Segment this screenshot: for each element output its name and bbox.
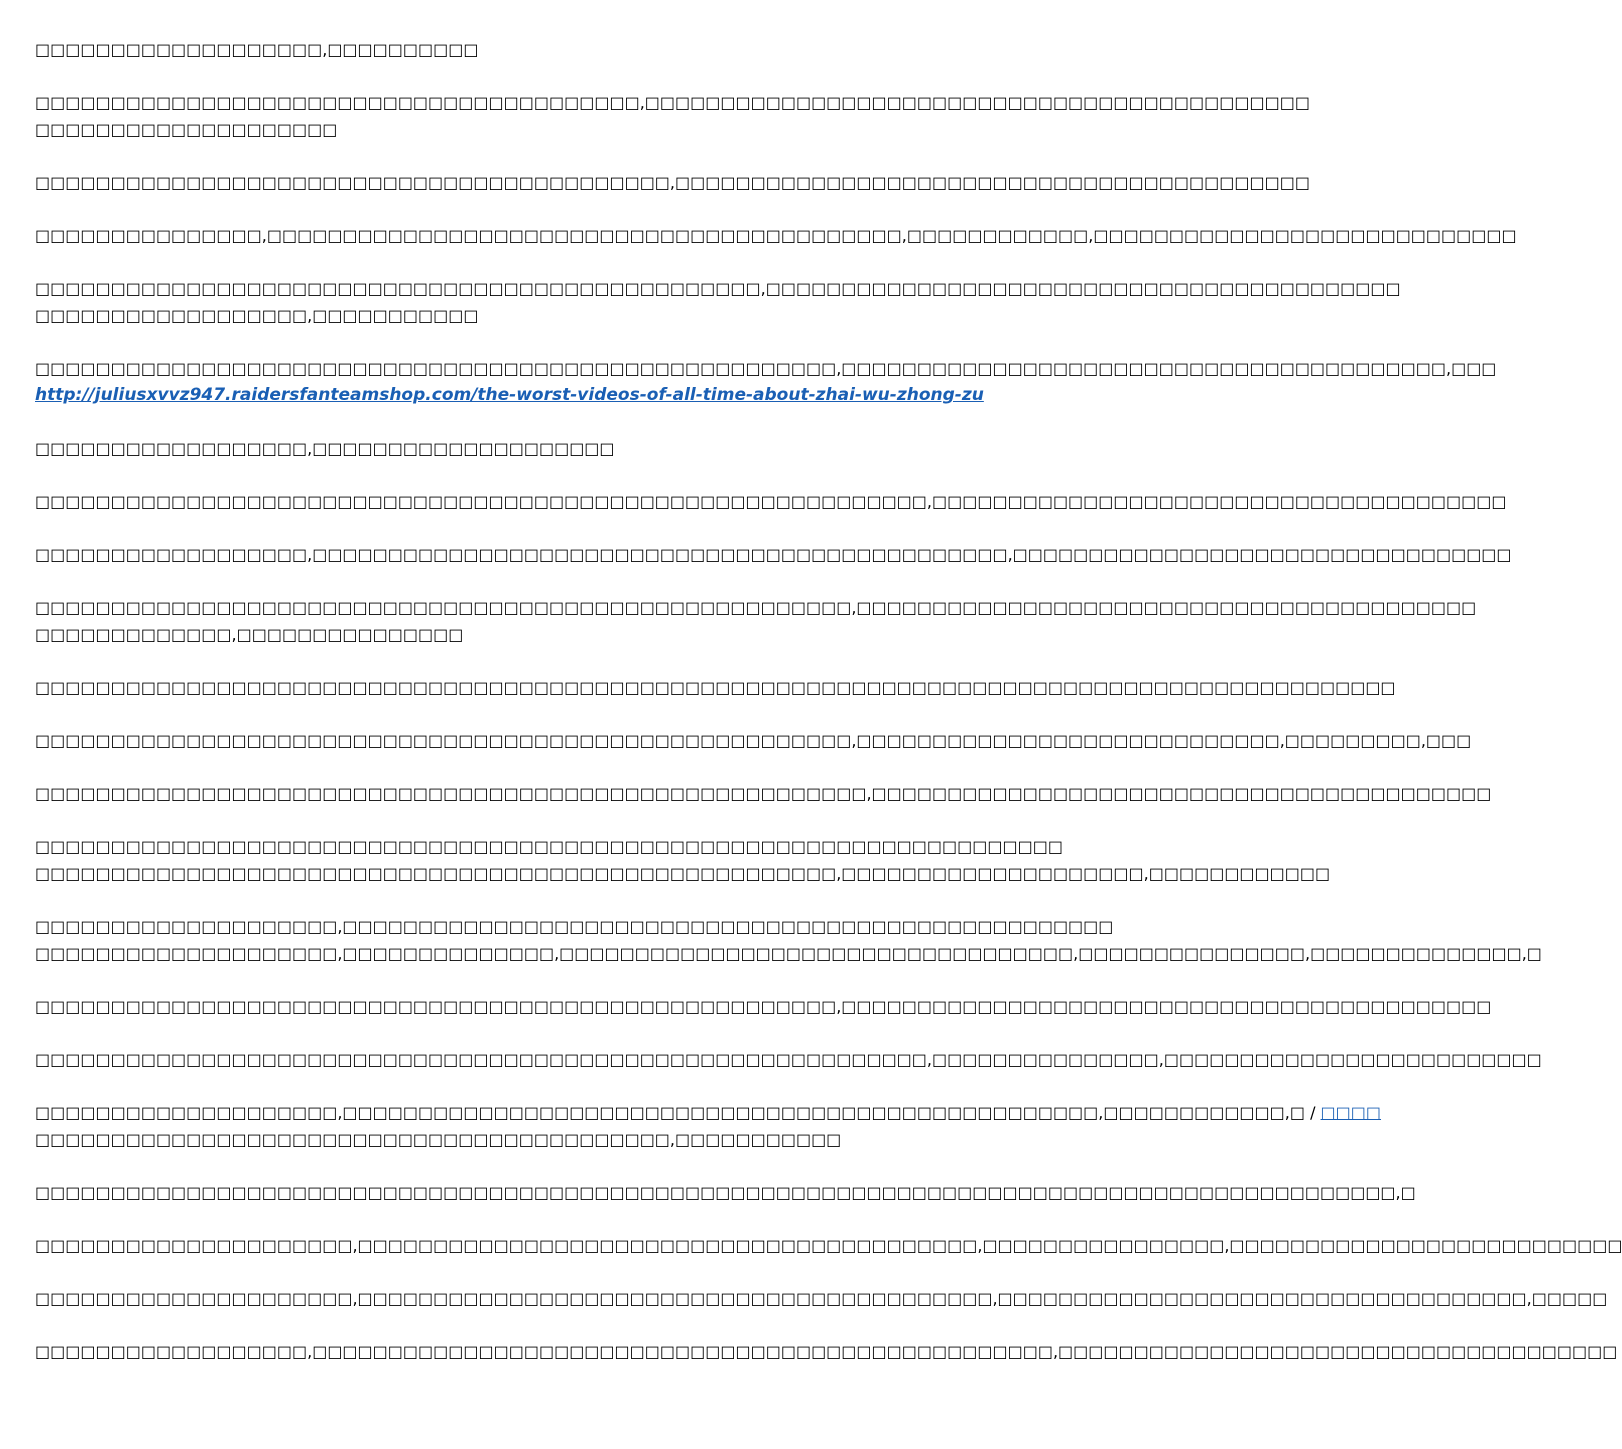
paragraph-12 [35,727,1472,754]
paragraph-line: □□□□□□□□□□□□□□□□□□□□,□□□□□□□□□□□□□□,□□□□□□□□□□□□□□□□□□□□□□□□□□□□□□□□□□,□□□□□□□□□□□□□□□,□□□□□□□□□□□□□□,□ [35,944,1542,963]
paragraph-8 [35,488,1507,515]
paragraph-5 [35,275,1401,329]
paragraph-15 [35,913,1542,967]
paragraph-line-with-link [35,1099,1382,1126]
paragraph-line: □□□□□□□□□□□□□□□□□□,□□□□□□□□□□□□□□□□□□□□□□□□□□□□□□□□□□□□□□□□□□□□□□□□□,□□□□□□□□□□□□□□□□□□□□□□□□□□□□□□□□□□□□□ [35,1342,1618,1361]
paragraph-line: □□□□□□□□□□□□□□□□□□□□□□□□□□□□□□□□□□□□□□□□□□□□□□□□□□□□□,□□□□□□□□□□□□□□□□□□□□,□□□□□□□□□□□□ [35,864,1331,883]
paragraph-7 [35,435,990,462]
paragraph-17 [35,1046,1542,1073]
paragraph-line: □□□□□□□□□□□□□□□□□□,□□□□□□□□□□□ [35,306,479,325]
paragraph-line: □□□□□□□□□□□□□□□□□□□□□□□□□□□□□□□□□□□□□□□□□□□□□□□□□□□□□,□□□□□□□□□□□□□□□□□□□□□□□□□□□□□□□□□□□□□□□□,□□□ [35,359,1497,378]
paragraph-3 [35,169,1310,196]
paragraph-line: □□□□□□□□□□□□□□□□□□□□□□□□□□□□□□□□□□□□□□□□□□□□□□□□□□□□□□,□□□□□□□□□□□□□□□□□□□□□□□□□□□□□□□□□□□□□□□□□ [35,598,1477,617]
paragraph-22 [35,1338,1618,1365]
paragraph-9 [35,541,1512,568]
paragraph-line: □□□□□□□□□□□□□□□□□□□□□□□□□□□□□□□□□□□□□□□□□□,□□□□□□□□□□□□□□□□□□□□□□□□□□□□□□□□□□□□□□□□□□ [35,173,1310,192]
paragraph-line: □□□□□□□□□□□□□□□□□□□□,□□□□□□□□□□□□□□□□□□□□□□□□□□□□□□□□□□□□□□□□□□□□□□□□□□□ [35,917,1114,936]
paragraph-line: □□□□□□□□□□□□□□□□□□□,□□□□□□□□□□ [35,40,479,59]
paragraph-line: □□□□□□□□□□□□□□□□□□□□□□□□□□□□□□□□□□□□□□□□,□□□□□□□□□□□□□□□□□□□□□□□□□□□□□□□□□□□□□□□□□□□□ [35,93,1310,112]
paragraph-line: □□□□□□□□□□□□□□□□□□□□□□□□□□□□□□□□□□□□□□□□□□□□□□□□□□□□□□□□□□□,□□□□□□□□□□□□□□□,□□□□□□□□□□□□□□□□□□□□□□□□□ [35,1050,1542,1069]
paragraph-13 [35,780,1492,807]
paragraph-line: □□□□□□□□□□□□□□□□□□□□□,□□□□□□□□□□□□□□□□□□□□□□□□□□□□□□□□□□□□□□□□□□,□□□□□□□□□□□□□□□□□□□□□□□□□□□□□□□□□□□,□□□□□ [35,1289,1608,1308]
external-url-link[interactable]: http://juliusxvvz947.raidersfanteamshop.com/the-worst-videos-of-all-time-about-zhai-wu-zhong-zu [35,385,984,405]
paragraph-text: □□□□□□□□□□□□□□□□□□□□,□□□□□□□□□□□□□□□□□□□□□□□□□□□□□□□□□□□□□□□□□□□□□□□□□□,□□□□□□□□□□□□,□ / [35,1103,1321,1122]
paragraph-line: □□□□□□□□□□□□□□□□□□□□□□□□□□□□□□□□□□□□□□□□□□□□□□□□□□□□□□□,□□□□□□□□□□□□□□□□□□□□□□□□□□□□□□□□□□□□□□□□□ [35,784,1492,803]
paragraph-16 [35,993,1492,1020]
paragraph-line: □□□□□□□□□□□□□□□□□□,□□□□□□□□□□□□□□□□□□□□ [35,439,615,458]
paragraph-line: □□□□□□□□□□□□□□□□□□□□□,□□□□□□□□□□□□□□□□□□□□□□□□□□□□□□□□□□□□□□□□□,□□□□□□□□□□□□□□□□,□□□□□□□□□□□□□□□□□□□□□□□□□□ [35,1236,1622,1255]
paragraph-line: □□□□□□□□□□□□□□□,□□□□□□□□□□□□□□□□□□□□□□□□□□□□□□□□□□□□□□□□□□,□□□□□□□□□□□□,□□□□□□□□□□□□□□□□□□□□□□□□□□□□ [35,226,1517,245]
paragraph-line: □□□□□□□□□□□□□□□□□□□□□□□□□□□□□□□□□□□□□□□□□□□□□□□□□□□□□,□□□□□□□□□□□□□□□□□□□□□□□□□□□□□□□□□□□□□□□□□□□ [35,997,1492,1016]
paragraph-19 [35,1179,1416,1206]
paragraph-21 [35,1285,1608,1312]
paragraph-line: □□□□□□□□□□□□□□□□□□□□□□□□□□□□□□□□□□□□□□□□□□□□□□□□,□□□□□□□□□□□□□□□□□□□□□□□□□□□□□□□□□□□□□□□□□□ [35,279,1401,298]
paragraph-line: □□□□□□□□□□□□□□□□□□□□□□□□□□□□□□□□□□□□□□□□□□□□□□□□□□□□□□□□□□□,□□□□□□□□□□□□□□□□□□□□□□□□□□□□□□□□□□□□□□ [35,492,1507,511]
paragraph-4 [35,222,1517,249]
paragraph-20 [35,1232,1622,1259]
paragraph-6 [35,355,1497,409]
paragraph-line: □□□□□□□□□□□□□□□□□□□□□□□□□□□□□□□□□□□□□□□□□□□□□□□□□□□□□□□□□□□□□□□□□□□□□□□□□□□□□□□□□□□□□□□□□□ [35,678,1396,697]
paragraph-line: □□□□□□□□□□□□□□□□□□□□□□□□□□□□□□□□□□□□□□□□□□□□□□□□□□□□□□□□□□□□□□□□□□□□□□□□□□□□□□□□□□□□□□□□□□,□ [35,1183,1416,1202]
paragraph-2 [35,89,1310,143]
paragraph-line: □□□□□□□□□□□□□□□□□□□□□□□□□□□□□□□□□□□□□□□□□□,□□□□□□□□□□□ [35,1130,842,1149]
paragraph-18 [35,1099,1382,1153]
paragraph-line: □□□□□□□□□□□□□□□□□□□□□□□□□□□□□□□□□□□□□□□□□□□□□□□□□□□□□□,□□□□□□□□□□□□□□□□□□□□□□□□□□□□,□□□□□□□□□,□□□ [35,731,1472,750]
paragraph-10 [35,594,1477,648]
paragraph-line: □□□□□□□□□□□□□□□□□□□□ [35,120,338,139]
paragraph-line: □□□□□□□□□□□□□□□□□□□□□□□□□□□□□□□□□□□□□□□□□□□□□□□□□□□□□□□□□□□□□□□□□□□□ [35,837,1063,856]
inline-link[interactable]: □□□□ [1320,1103,1382,1122]
paragraph-11 [35,674,1396,701]
paragraph-line: □□□□□□□□□□□□□,□□□□□□□□□□□□□□□ [35,625,464,644]
paragraph-line: □□□□□□□□□□□□□□□□□□,□□□□□□□□□□□□□□□□□□□□□□□□□□□□□□□□□□□□□□□□□□□□□□,□□□□□□□□□□□□□□□□□□□□□□□□□□□□□□□□□ [35,545,1512,564]
paragraph-14 [35,833,1331,887]
article-body [35,36,1622,1391]
paragraph-1 [35,36,990,63]
